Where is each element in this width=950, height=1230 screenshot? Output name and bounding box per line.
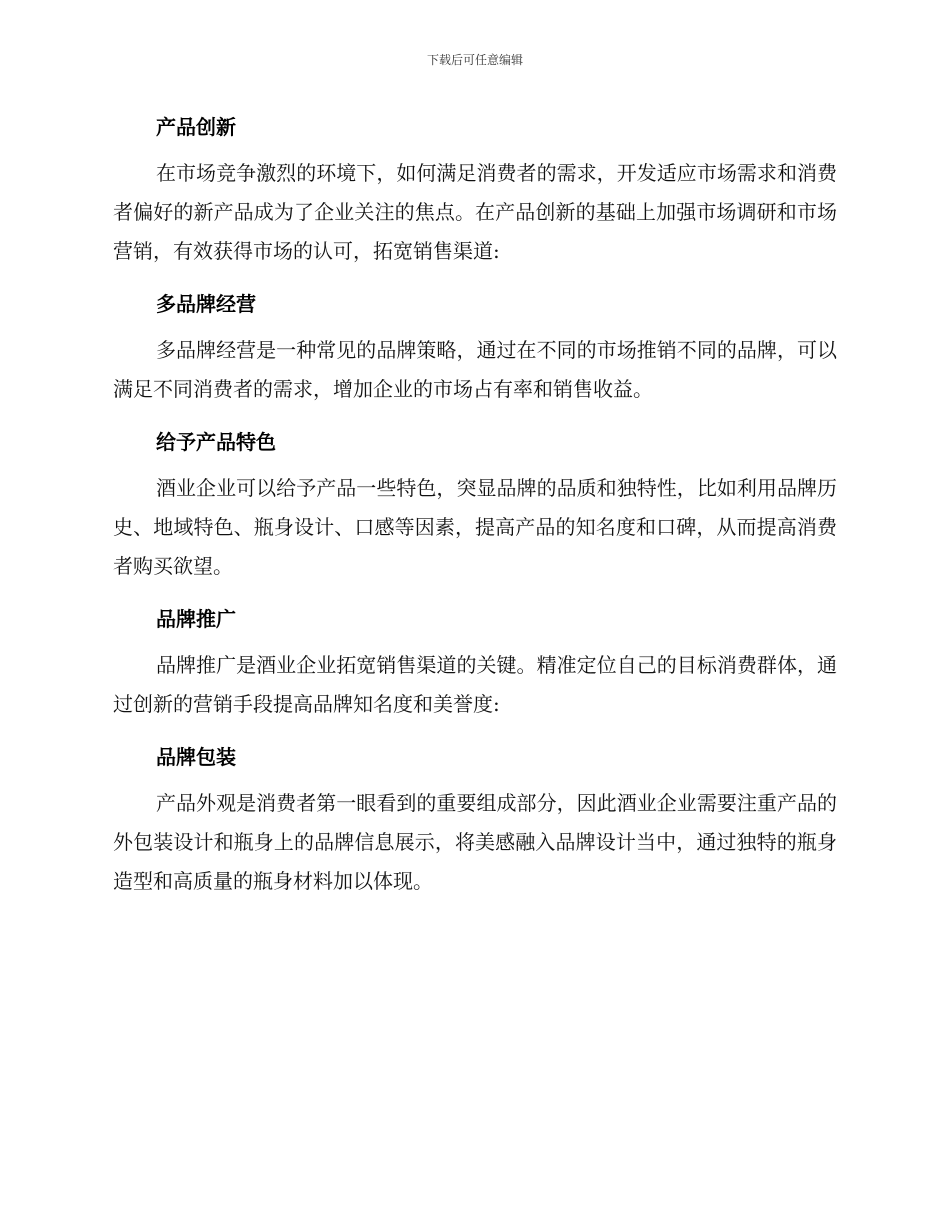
section-product-innovation — [113, 108, 837, 271]
section-brand-packaging — [113, 738, 837, 901]
section-paragraph: 在市场竞争激烈的环境下，如何满足消费者的需求，开发适应市场需求和消费者偏好的新产品成为了企业关注的焦点。在产品创新的基础上加强市场调研和市场营销，有效获得市场的认可，拓宽销售渠道: — [113, 161, 837, 263]
section-brand-promotion — [113, 600, 837, 724]
page-header: 下载后可任意编辑 — [426, 53, 523, 67]
section-heading: 多品牌经营 — [156, 292, 256, 316]
section-paragraph: 酒业企业可以给予产品一些特色，突显品牌的品质和独特性，比如利用品牌历史、地域特色、瓶身设计、口感等因素，提高产品的知名度和口碑，从而提高消费者购买欲望。 — [113, 476, 837, 578]
document-body — [113, 108, 837, 915]
section-paragraph: 品牌推广是酒业企业拓宽销售渠道的关键。精准定位自己的目标消费群体，通过创新的营销手段提高品牌知名度和美誉度: — [113, 653, 837, 716]
section-heading: 品牌包装 — [156, 745, 236, 769]
section-product-features — [113, 423, 837, 586]
section-paragraph: 多品牌经营是一种常见的品牌策略，通过在不同的市场推销不同的品牌，可以满足不同消费者的需求，增加企业的市场占有率和销售收益。 — [113, 338, 837, 401]
section-heading: 给予产品特色 — [156, 430, 276, 454]
section-multi-brand — [113, 285, 837, 409]
section-heading: 品牌推广 — [156, 607, 236, 631]
section-heading: 产品创新 — [156, 115, 236, 139]
section-paragraph: 产品外观是消费者第一眼看到的重要组成部分，因此酒业企业需要注重产品的外包装设计和瓶身上的品牌信息展示，将美感融入品牌设计当中，通过独特的瓶身造型和高质量的瓶身材料加以体现。 — [113, 791, 837, 893]
